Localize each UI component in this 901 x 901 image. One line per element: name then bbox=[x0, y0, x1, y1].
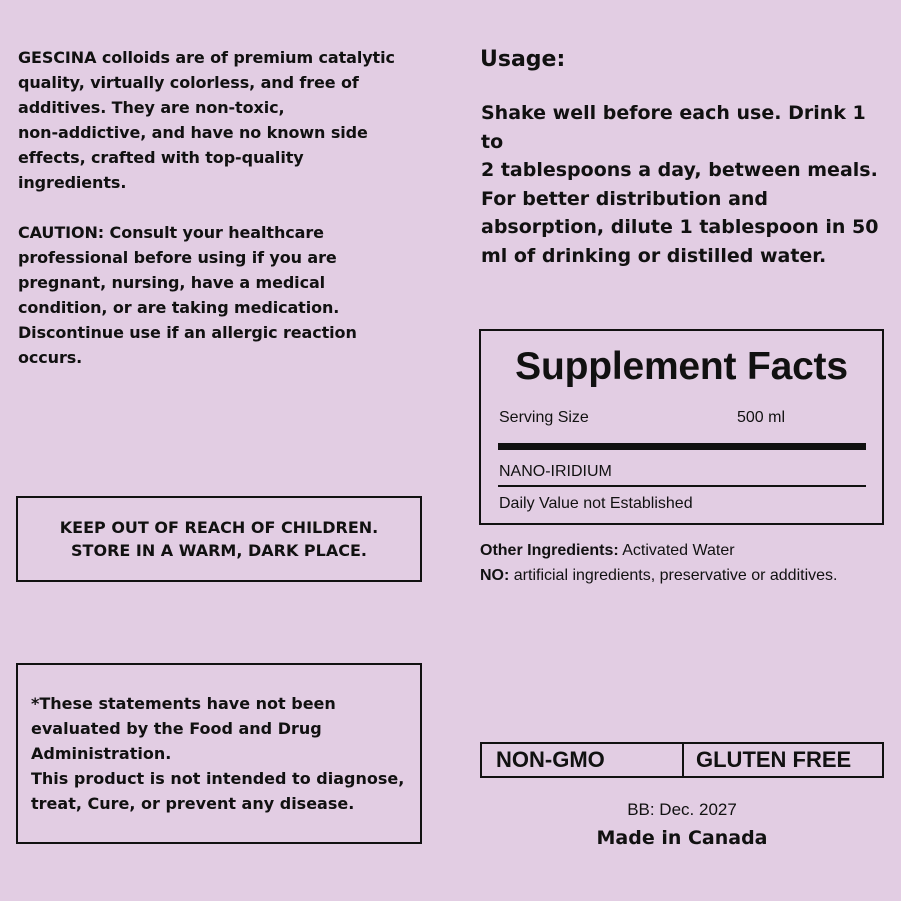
serving-size-label: Serving Size bbox=[499, 409, 589, 426]
caution-text: CAUTION: Consult your healthcare professional before using if you are pregnant, nursing, have a medical condition, or are taking medication. Discontinue use if an allergic reaction occurs. bbox=[18, 223, 357, 367]
other-ingredients-value: Activated Water bbox=[618, 542, 735, 559]
supplement-facts-panel bbox=[479, 329, 884, 525]
usage-instructions: Shake well before each use. Drink 1 to 2 tablespoons a day, between meals. For better distribution and absorption, dilute 1 tablespoon in 50 ml of drinking or distilled water. bbox=[481, 102, 879, 267]
thin-divider bbox=[498, 485, 866, 487]
product-description: GESCINA colloids are of premium catalytic quality, virtually colorless, and free of additives. They are non-toxic, non-addictive, and have no known side effects, crafted with top-quality ingredients. bbox=[18, 48, 395, 192]
no-value: artificial ingredients, preservative or additives. bbox=[509, 567, 838, 584]
usage-heading: Usage: bbox=[480, 47, 566, 72]
daily-value-note: Daily Value not Established bbox=[499, 495, 693, 512]
certification-badges bbox=[480, 742, 884, 778]
no-additives-line bbox=[480, 567, 837, 585]
thick-divider bbox=[498, 443, 866, 450]
keep-out-text: KEEP OUT OF REACH OF CHILDREN. bbox=[59, 518, 379, 537]
gluten-free-badge: GLUTEN FREE bbox=[696, 747, 852, 772]
other-ingredients-label: Other Ingredients: bbox=[480, 542, 619, 559]
fda-disclaimer-box bbox=[16, 663, 422, 844]
storage-text: STORE IN A WARM, DARK PLACE. bbox=[71, 541, 367, 560]
ingredient-name: NANO-IRIDIUM bbox=[499, 463, 612, 480]
storage-warning-box bbox=[16, 496, 422, 582]
supplement-facts-title: Supplement Facts bbox=[515, 345, 848, 388]
other-ingredients-line bbox=[480, 542, 735, 560]
country-of-origin: Made in Canada bbox=[596, 827, 768, 849]
fda-statement: *These statements have not been evaluated by the Food and Drug Administration. bbox=[31, 694, 336, 763]
non-gmo-badge: NON-GMO bbox=[482, 744, 684, 776]
serving-size-value: 500 ml bbox=[737, 409, 786, 426]
best-before-date: BB: Dec. 2027 bbox=[627, 800, 737, 819]
no-label: NO: bbox=[480, 567, 510, 584]
fda-disclaimer: This product is not intended to diagnose, treat, Cure, or prevent any disease. bbox=[31, 769, 405, 813]
